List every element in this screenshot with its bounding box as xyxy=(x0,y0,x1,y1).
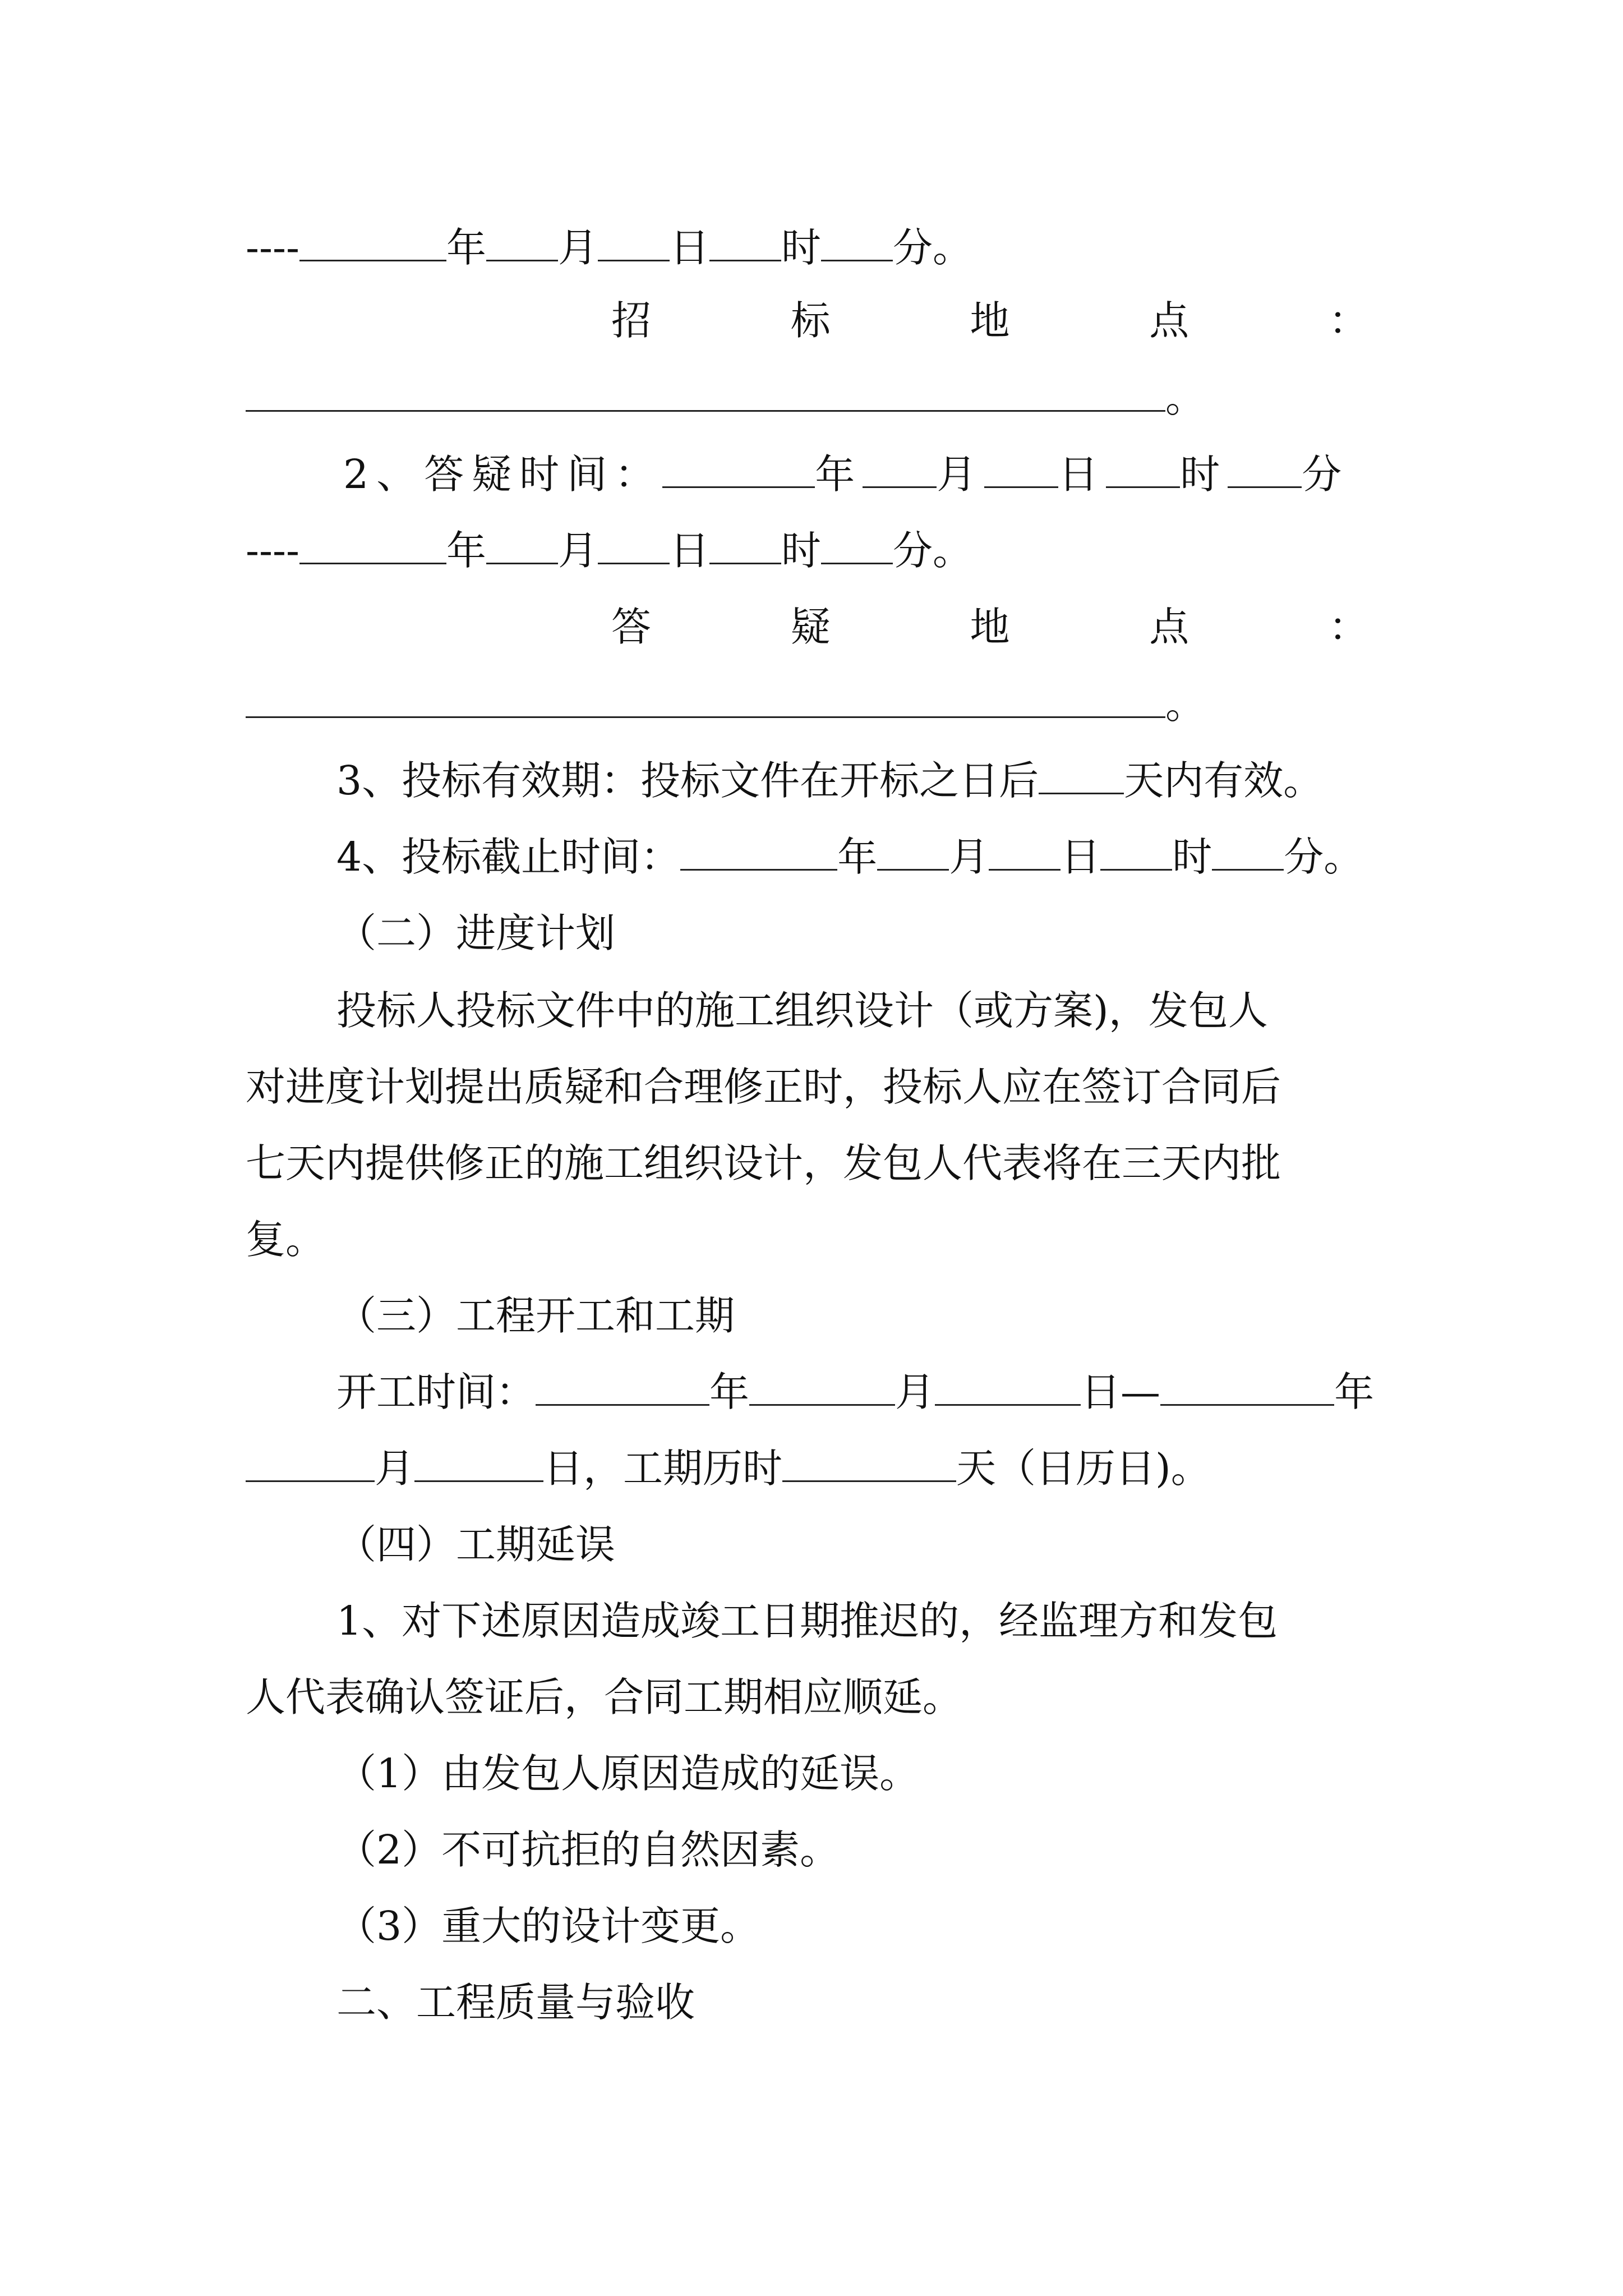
qa-location-char: ： xyxy=(1328,604,1368,650)
year-blank xyxy=(536,1367,709,1406)
minute-blank xyxy=(1212,832,1284,871)
minute-text: 分。 xyxy=(893,527,973,574)
month-blank xyxy=(863,449,937,488)
hour-text: 时 xyxy=(781,224,822,271)
qa-location-char: 答 xyxy=(611,604,652,650)
year-blank xyxy=(299,526,446,564)
dash-text: ---- xyxy=(246,527,299,574)
hour-blank xyxy=(1100,832,1172,871)
year-text: 年 xyxy=(446,224,486,271)
paragraph-line: 复。 xyxy=(246,1216,326,1263)
qa-location-char: 地 xyxy=(970,604,1010,650)
day-blank xyxy=(984,449,1058,488)
validity-line xyxy=(336,753,1323,809)
minute-text: 分 xyxy=(1302,451,1350,498)
paragraph-line: 对进度计划提出质疑和合理修正时，投标人应在签订合同后 xyxy=(246,1064,1281,1110)
month-text: 月 xyxy=(937,451,985,498)
year-text: 年 xyxy=(709,1369,750,1415)
month-blank xyxy=(749,1367,895,1406)
month-text: 月 xyxy=(949,834,989,880)
qa-location-label xyxy=(611,599,1368,655)
period-text: 。 xyxy=(1165,375,1206,421)
month-blank xyxy=(877,832,949,871)
paragraph-line: 投标人投标文件中的施工组织设计（或方案)，发包人 xyxy=(336,987,1268,1034)
qa-time-label: 2、答疑时间： xyxy=(343,451,663,498)
year-text: 年 xyxy=(446,527,486,574)
minute-text: 分。 xyxy=(893,224,973,271)
day-text: 日 xyxy=(1061,834,1101,880)
year-blank xyxy=(1160,1367,1334,1406)
days-text: 天（日历日)。 xyxy=(956,1445,1211,1492)
day-text: 日— xyxy=(1081,1369,1161,1415)
list-item: （2）不可抗拒的自然因素。 xyxy=(336,1826,840,1873)
day-text: 日 xyxy=(1058,451,1106,498)
month-text: 月 xyxy=(375,1445,415,1492)
qa-location-char: 疑 xyxy=(790,604,831,650)
month-text: 月 xyxy=(557,527,598,574)
validity-text: 3、投标有效期：投标文件在开标之日后 xyxy=(336,757,1039,804)
hour-text: 时 xyxy=(1180,451,1228,498)
tender-location-char: 标 xyxy=(790,297,831,344)
dash-text: ---- xyxy=(246,224,299,271)
tender-location-char: 点 xyxy=(1149,297,1189,344)
tender-location-char: 招 xyxy=(611,297,652,344)
list-item: （3）重大的设计变更。 xyxy=(336,1903,760,1949)
deadline-line xyxy=(336,829,1363,885)
month-blank xyxy=(486,223,558,261)
year-blank xyxy=(662,449,815,488)
list-item: （1）由发包人原因造成的延误。 xyxy=(336,1750,920,1797)
year-blank xyxy=(299,223,446,261)
time-line-end xyxy=(246,220,972,276)
tender-location-blank-line xyxy=(246,370,1205,426)
year-text: 年 xyxy=(1334,1369,1375,1415)
start-time-line-end xyxy=(246,1441,1211,1497)
section-heading-start: （三）工程开工和工期 xyxy=(336,1292,735,1339)
paragraph-line: 人代表确认签证后，合同工期相应顺延。 xyxy=(246,1674,963,1720)
chapter-heading-quality: 二、工程质量与验收 xyxy=(336,1979,695,2026)
tender-location-label xyxy=(611,293,1368,349)
hour-text: 时 xyxy=(781,527,822,574)
qa-time-line-end xyxy=(246,523,972,579)
month-text: 月 xyxy=(557,224,598,271)
period-text: 。 xyxy=(1165,681,1206,728)
hour-text: 时 xyxy=(1172,834,1212,880)
day-blank xyxy=(414,1443,543,1482)
day-blank xyxy=(598,223,670,261)
day-blank xyxy=(989,832,1061,871)
year-text: 年 xyxy=(837,834,878,880)
minute-text: 分。 xyxy=(1284,834,1364,880)
minute-blank xyxy=(1228,449,1302,488)
validity-days-blank xyxy=(1039,756,1124,794)
hour-blank xyxy=(1106,449,1180,488)
month-blank xyxy=(246,1443,375,1482)
qa-location-blank-line xyxy=(246,677,1205,733)
minute-blank xyxy=(821,526,893,564)
section-heading-schedule: （二）进度计划 xyxy=(336,910,616,956)
validity-end-text: 天内有效。 xyxy=(1124,757,1324,804)
section-heading-delay: （四）工期延误 xyxy=(336,1521,616,1568)
tender-location-char: ： xyxy=(1328,297,1368,344)
month-blank xyxy=(486,526,558,564)
duration-text: 日，工期历时 xyxy=(543,1445,783,1492)
year-blank xyxy=(680,832,837,871)
day-text: 日 xyxy=(670,527,710,574)
day-blank xyxy=(935,1367,1081,1406)
qa-location-char: 点 xyxy=(1149,604,1189,650)
start-time-line xyxy=(336,1364,1374,1420)
deadline-label: 4、投标截止时间： xyxy=(336,834,681,880)
hour-blank xyxy=(709,223,781,261)
paragraph-line: 七天内提供修正的施工组织设计，发包人代表将在三天内批 xyxy=(246,1140,1281,1186)
tender-location-char: 地 xyxy=(970,297,1010,344)
qa-location-blank xyxy=(246,679,1165,718)
day-blank xyxy=(598,526,670,564)
qa-time-line xyxy=(343,447,1349,503)
paragraph-line: 1、对下述原因造成竣工日期推迟的，经监理方和发包 xyxy=(336,1598,1278,1644)
day-text: 日 xyxy=(670,224,710,271)
days-blank xyxy=(782,1443,956,1482)
tender-location-blank xyxy=(246,373,1165,412)
year-text: 年 xyxy=(815,451,863,498)
minute-blank xyxy=(821,223,893,261)
hour-blank xyxy=(709,526,781,564)
start-time-label: 开工时间： xyxy=(336,1369,536,1415)
month-text: 月 xyxy=(895,1369,935,1415)
